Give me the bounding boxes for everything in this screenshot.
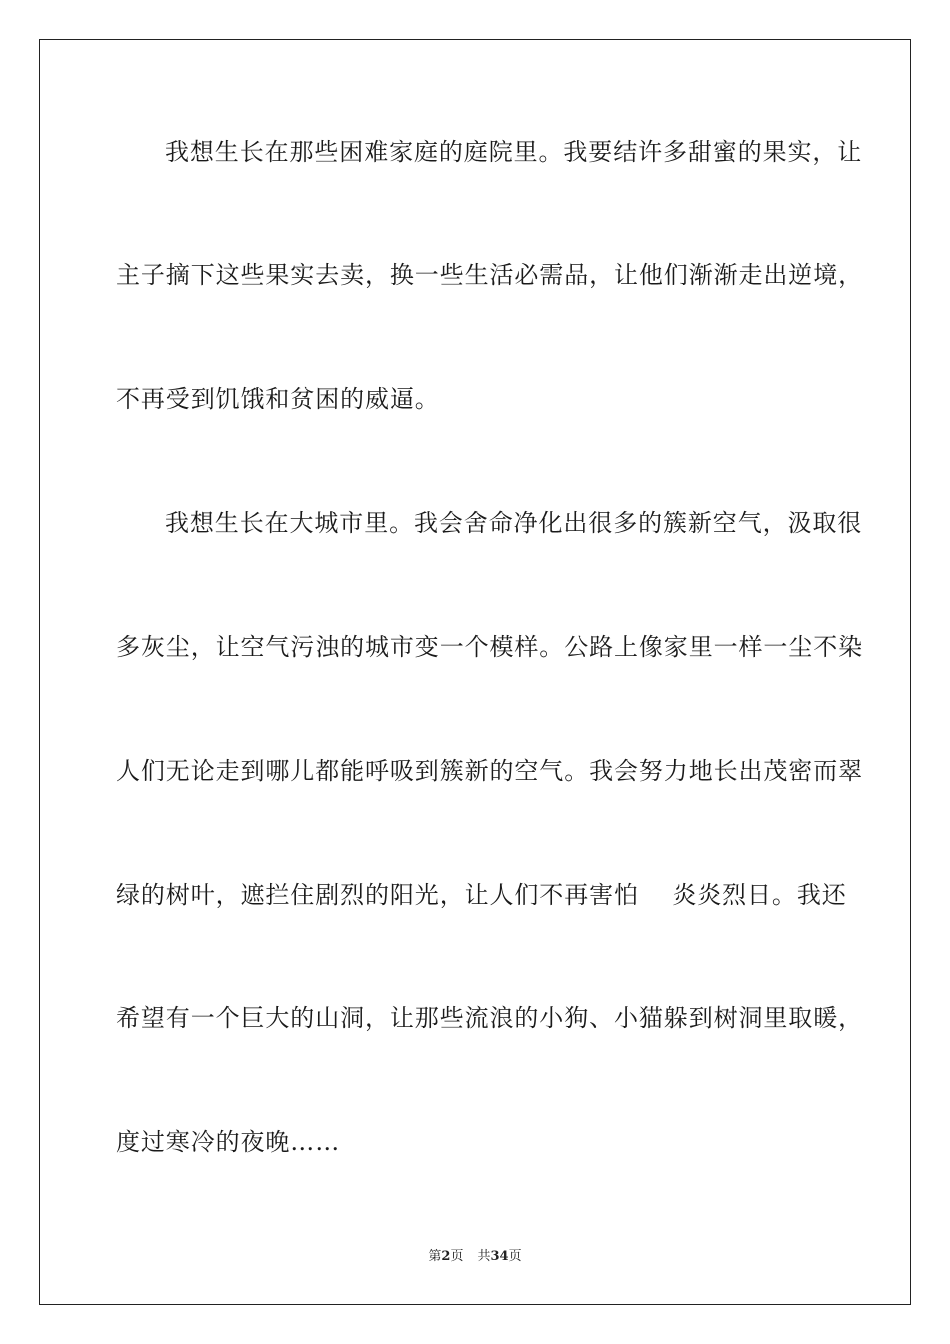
total-pages-suffix: 页 <box>508 1249 522 1264</box>
paragraph-2-line-2: 多灰尘，让空气污浊的城市变一个模样。公路上像家里一样一尘不染 <box>116 633 863 661</box>
page-number-suffix: 页 <box>450 1249 464 1264</box>
page-footer <box>0 1248 950 1266</box>
paragraph-2-line-4: 绿的树叶，遮拦住剧烈的阳光，让人们不再害怕 炎炎烈日。我还 <box>116 881 847 909</box>
paragraph-2-line-6: 度过寒冷的夜晚…… <box>116 1128 341 1156</box>
paragraph-1-line-3: 不再受到饥饿和贫困的威逼。 <box>116 385 440 413</box>
paragraph-1-line-2: 主子摘下这些果实去卖，换一些生活必需品，让他们渐渐走出逆境， <box>116 261 863 289</box>
page-number: 2 <box>441 1249 451 1264</box>
page-number-prefix: 第 <box>428 1249 442 1264</box>
paragraph-2-line-3: 人们无论走到哪儿都能呼吸到簇新的空气。我会努力地长出茂密而翠 <box>116 757 863 785</box>
page-border <box>39 39 911 1305</box>
total-pages: 34 <box>490 1249 509 1264</box>
total-pages-prefix: 共 <box>477 1249 491 1264</box>
paragraph-1-line-1: 我想生长在那些困难家庭的庭院里。我要结许多甜蜜的果实，让 <box>165 138 863 166</box>
paragraph-2-line-1: 我想生长在大城市里。我会舍命净化出很多的簇新空气，汲取很 <box>165 509 863 537</box>
paragraph-2-line-5: 希望有一个巨大的山洞，让那些流浪的小狗、小猫躲到树洞里取暖， <box>116 1004 863 1032</box>
